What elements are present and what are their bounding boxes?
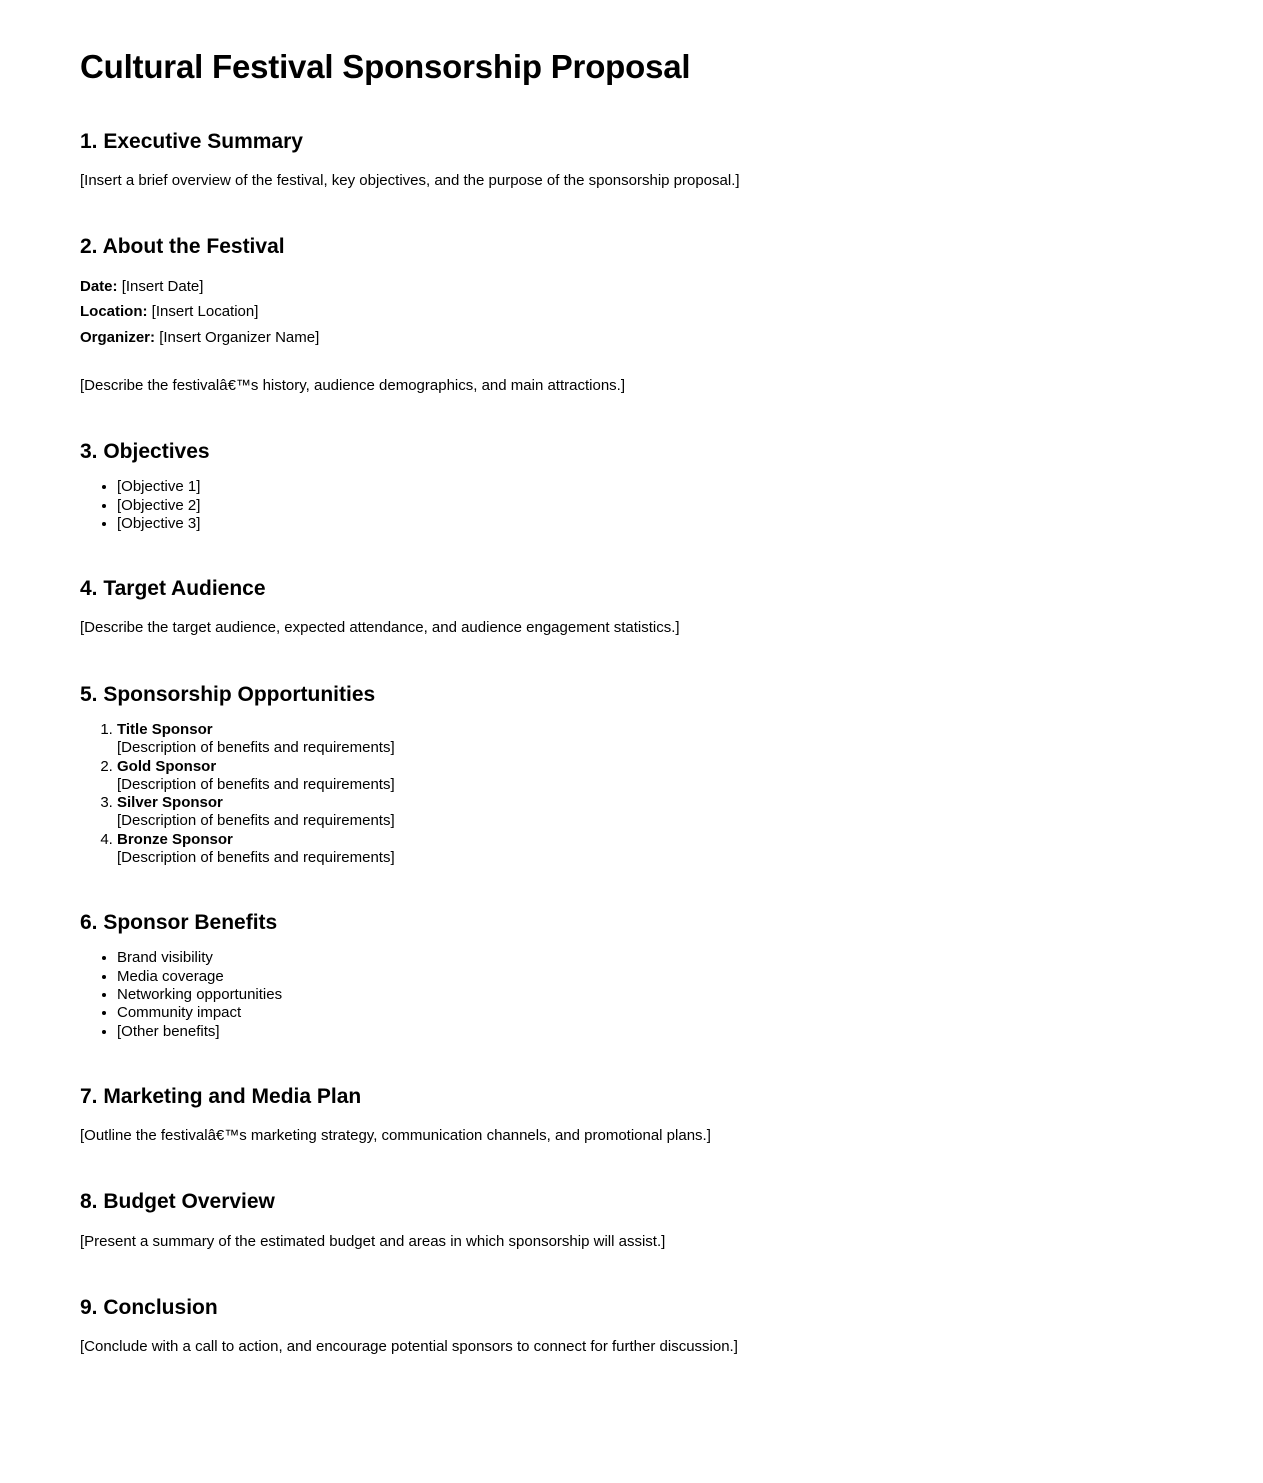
section-heading: 3. Objectives: [80, 440, 210, 464]
detail-label-organizer: Organizer:: [80, 329, 156, 347]
section-conclusion: [80, 1295, 1183, 1357]
detail-label-location: Location:: [80, 303, 148, 321]
section-body: [Outline the festivalâ€™s marketing strategy, communication channels, and promotional plans.]: [80, 1127, 711, 1145]
list-item: [117, 831, 1183, 868]
section-heading: 9. Conclusion: [80, 1295, 218, 1319]
section-body: [Describe the festivalâ€™s history, audience demographics, and main attractions.]: [80, 376, 625, 394]
tier-description: [Description of benefits and requirements]: [117, 812, 395, 830]
detail-value-date: [Insert Date]: [121, 277, 204, 295]
tier-description: [Description of benefits and requirements]: [117, 848, 395, 866]
page-title: Cultural Festival Sponsorship Proposal: [80, 48, 691, 85]
section-sponsorship-opportunities: [80, 682, 1183, 868]
section-marketing-and-media-plan: [80, 1084, 1183, 1146]
list-item: • [Objective 1]: [117, 478, 1183, 496]
festival-details: [80, 274, 1183, 351]
section-body: [Describe the target audience, expected attendance, and audience engagement statistics.]: [80, 619, 680, 637]
section-target-audience: [80, 576, 1183, 638]
section-objectives: [80, 439, 1183, 533]
objectives-list: [80, 478, 1183, 533]
section-heading: 4. Target Audience: [80, 577, 266, 601]
list-item: [117, 721, 1183, 758]
list-item: [117, 758, 1183, 795]
list-item: • Brand visibility: [117, 949, 1183, 967]
sponsor-benefits-list: [80, 949, 1183, 1040]
tier-description: [Description of benefits and requirements]: [117, 739, 395, 757]
list-item: • [Objective 3]: [117, 515, 1183, 533]
section-heading: 6. Sponsor Benefits: [80, 911, 278, 935]
list-item: • [Objective 2]: [117, 497, 1183, 515]
section-body: [Conclude with a call to action, and encourage potential sponsors to connect for further discussion.]: [80, 1338, 738, 1356]
list-item: • Community impact: [117, 1004, 1183, 1022]
list-item: • Media coverage: [117, 968, 1183, 986]
section-executive-summary: [80, 129, 1183, 191]
section-heading: 8. Budget Overview: [80, 1190, 275, 1214]
section-budget-overview: [80, 1189, 1183, 1251]
section-heading: 5. Sponsorship Opportunities: [80, 682, 376, 706]
section-heading: 2. About the Festival: [80, 235, 285, 259]
detail-label-date: Date:: [80, 277, 118, 295]
tier-name: Bronze Sponsor: [117, 830, 233, 848]
section-heading: 1. Executive Summary: [80, 129, 303, 153]
list-item: [117, 794, 1183, 831]
section-heading: 7. Marketing and Media Plan: [80, 1084, 362, 1108]
tier-name: Gold Sponsor: [117, 757, 217, 775]
section-sponsor-benefits: [80, 910, 1183, 1041]
detail-value-organizer: [Insert Organizer Name]: [159, 329, 320, 347]
tier-description: [Description of benefits and requirements]: [117, 775, 395, 793]
sponsorship-tier-list: [80, 721, 1183, 867]
section-body: [Insert a brief overview of the festival, key objectives, and the purpose of the sponsorship proposal.]: [80, 172, 740, 190]
tier-name: Silver Sponsor: [117, 794, 223, 812]
section-body: [Present a summary of the estimated budget and areas in which sponsorship will assist.]: [80, 1232, 666, 1250]
list-item: • [Other benefits]: [117, 1023, 1183, 1041]
tier-name: Title Sponsor: [117, 720, 213, 738]
list-item: • Networking opportunities: [117, 986, 1183, 1004]
section-about-the-festival: [80, 234, 1183, 396]
detail-value-location: [Insert Location]: [151, 303, 259, 321]
